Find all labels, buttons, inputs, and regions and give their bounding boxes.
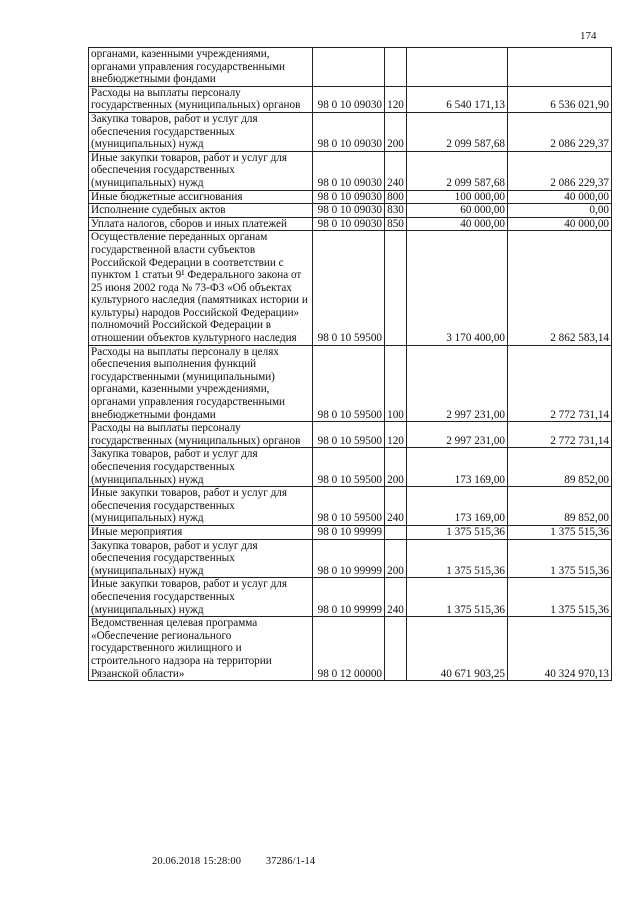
table-row bbox=[89, 617, 612, 681]
row-amount-executed: 1 375 515,36 bbox=[508, 539, 612, 578]
row-expense-type bbox=[385, 617, 407, 681]
footer-document-id: 37286/1-14 bbox=[265, 856, 316, 867]
row-amount-approved: 6 540 171,13 bbox=[407, 86, 508, 112]
row-amount-executed: 2 862 583,14 bbox=[508, 231, 612, 345]
row-amount-executed: 89 852,00 bbox=[508, 448, 612, 487]
row-expense-type: 100 bbox=[385, 345, 407, 422]
row-description: Закупка товаров, работ и услуг для обеспечения государственных (муниципальных) нужд bbox=[89, 112, 313, 151]
row-amount-approved: 3 170 400,00 bbox=[407, 231, 508, 345]
row-description: Закупка товаров, работ и услуг для обеспечения государственных (муниципальных) нужд bbox=[89, 448, 313, 487]
row-target-code: 98 0 10 99999 bbox=[313, 525, 385, 539]
row-target-code: 98 0 10 59500 bbox=[313, 448, 385, 487]
row-target-code: 98 0 10 59500 bbox=[313, 487, 385, 526]
row-amount-executed: 1 375 515,36 bbox=[508, 578, 612, 617]
row-expense-type bbox=[385, 231, 407, 345]
table-row bbox=[89, 190, 612, 204]
row-expense-type bbox=[385, 525, 407, 539]
row-description: Расходы на выплаты персоналу государственных (муниципальных) органов bbox=[89, 422, 313, 448]
row-target-code: 98 0 10 09030 bbox=[313, 217, 385, 231]
table-row bbox=[89, 231, 612, 345]
row-amount-approved: 40 671 903,25 bbox=[407, 617, 508, 681]
row-description: Расходы на выплаты персоналу в целях обеспечения выполнения функций государственными (муниципальными) органами, казенными учреждениями, органами управления государственными внебюджетными фондами bbox=[89, 345, 313, 422]
row-amount-approved: 1 375 515,36 bbox=[407, 539, 508, 578]
page-number: 174 bbox=[580, 30, 597, 42]
row-amount-executed bbox=[508, 48, 612, 87]
row-amount-approved: 173 169,00 bbox=[407, 448, 508, 487]
table-row bbox=[89, 578, 612, 617]
row-target-code: 98 0 12 00000 bbox=[313, 617, 385, 681]
row-amount-executed: 6 536 021,90 bbox=[508, 86, 612, 112]
row-amount-approved: 2 997 231,00 bbox=[407, 345, 508, 422]
row-description: Иные бюджетные ассигнования bbox=[89, 190, 313, 204]
row-description: Закупка товаров, работ и услуг для обеспечения государственных (муниципальных) нужд bbox=[89, 539, 313, 578]
table-row bbox=[89, 539, 612, 578]
row-amount-executed: 2 772 731,14 bbox=[508, 422, 612, 448]
row-description: Иные закупки товаров, работ и услуг для обеспечения государственных (муниципальных) нужд bbox=[89, 487, 313, 526]
row-target-code: 98 0 10 99999 bbox=[313, 539, 385, 578]
row-expense-type: 200 bbox=[385, 112, 407, 151]
row-amount-approved: 60 000,00 bbox=[407, 204, 508, 218]
row-amount-approved: 40 000,00 bbox=[407, 217, 508, 231]
row-target-code: 98 0 10 59500 bbox=[313, 422, 385, 448]
table-row bbox=[89, 112, 612, 151]
row-description: Осуществление переданных органам государственной власти субъектов Российской Федерации в соответствии с пунктом 1 статьи 9¹ Федерального закона от 25 июня 2002 года № 73-ФЗ «Об объектах культурного наследия (памятниках истории и культуры) народов Российской Федерации» полномочий Российской Федерации в отношении объектов культурного наследия bbox=[89, 231, 313, 345]
row-expense-type: 120 bbox=[385, 86, 407, 112]
row-target-code: 98 0 10 99999 bbox=[313, 578, 385, 617]
row-description: Иные закупки товаров, работ и услуг для обеспечения государственных (муниципальных) нужд bbox=[89, 578, 313, 617]
row-amount-executed: 40 000,00 bbox=[508, 190, 612, 204]
row-amount-approved: 2 099 587,68 bbox=[407, 112, 508, 151]
row-description: органами, казенными учреждениями, органами управления государственными внебюджетными фондами bbox=[89, 48, 313, 87]
row-amount-executed: 40 000,00 bbox=[508, 217, 612, 231]
table-row bbox=[89, 487, 612, 526]
row-target-code: 98 0 10 09030 bbox=[313, 204, 385, 218]
row-target-code: 98 0 10 09030 bbox=[313, 112, 385, 151]
row-expense-type: 850 bbox=[385, 217, 407, 231]
row-amount-approved bbox=[407, 48, 508, 87]
row-target-code: 98 0 10 09030 bbox=[313, 151, 385, 190]
row-description: Уплата налогов, сборов и иных платежей bbox=[89, 217, 313, 231]
row-expense-type: 800 bbox=[385, 190, 407, 204]
table-row bbox=[89, 151, 612, 190]
row-amount-executed: 2 086 229,37 bbox=[508, 151, 612, 190]
row-description: Иные закупки товаров, работ и услуг для обеспечения государственных (муниципальных) нужд bbox=[89, 151, 313, 190]
table-row bbox=[89, 525, 612, 539]
row-expense-type: 200 bbox=[385, 539, 407, 578]
row-expense-type: 120 bbox=[385, 422, 407, 448]
row-expense-type: 240 bbox=[385, 151, 407, 190]
row-amount-executed: 40 324 970,13 bbox=[508, 617, 612, 681]
table-row bbox=[89, 48, 612, 87]
table-row bbox=[89, 204, 612, 218]
row-description: Ведомственная целевая программа «Обеспечение регионального государственного жилищного и строительного надзора на территории Рязанской области» bbox=[89, 617, 313, 681]
row-target-code bbox=[313, 48, 385, 87]
row-target-code: 98 0 10 59500 bbox=[313, 345, 385, 422]
budget-table bbox=[88, 47, 612, 681]
row-expense-type bbox=[385, 48, 407, 87]
table-row bbox=[89, 217, 612, 231]
row-expense-type: 240 bbox=[385, 487, 407, 526]
row-amount-approved: 2 997 231,00 bbox=[407, 422, 508, 448]
row-target-code: 98 0 10 09030 bbox=[313, 190, 385, 204]
row-amount-executed: 0,00 bbox=[508, 204, 612, 218]
row-amount-executed: 2 772 731,14 bbox=[508, 345, 612, 422]
row-description: Исполнение судебных актов bbox=[89, 204, 313, 218]
table-row bbox=[89, 86, 612, 112]
row-amount-approved: 173 169,00 bbox=[407, 487, 508, 526]
table-row bbox=[89, 422, 612, 448]
row-amount-approved: 100 000,00 bbox=[407, 190, 508, 204]
row-description: Иные мероприятия bbox=[89, 525, 313, 539]
row-amount-executed: 1 375 515,36 bbox=[508, 525, 612, 539]
row-amount-approved: 1 375 515,36 bbox=[407, 578, 508, 617]
table-row bbox=[89, 345, 612, 422]
row-amount-executed: 89 852,00 bbox=[508, 487, 612, 526]
document-footer bbox=[152, 856, 337, 867]
row-expense-type: 830 bbox=[385, 204, 407, 218]
row-description: Расходы на выплаты персоналу государственных (муниципальных) органов bbox=[89, 86, 313, 112]
row-amount-executed: 2 086 229,37 bbox=[508, 112, 612, 151]
row-expense-type: 240 bbox=[385, 578, 407, 617]
row-amount-approved: 2 099 587,68 bbox=[407, 151, 508, 190]
table-row bbox=[89, 448, 612, 487]
row-target-code: 98 0 10 09030 bbox=[313, 86, 385, 112]
row-target-code: 98 0 10 59500 bbox=[313, 231, 385, 345]
footer-timestamp: 20.06.2018 15:28:00 bbox=[152, 856, 242, 867]
row-amount-approved: 1 375 515,36 bbox=[407, 525, 508, 539]
row-expense-type: 200 bbox=[385, 448, 407, 487]
